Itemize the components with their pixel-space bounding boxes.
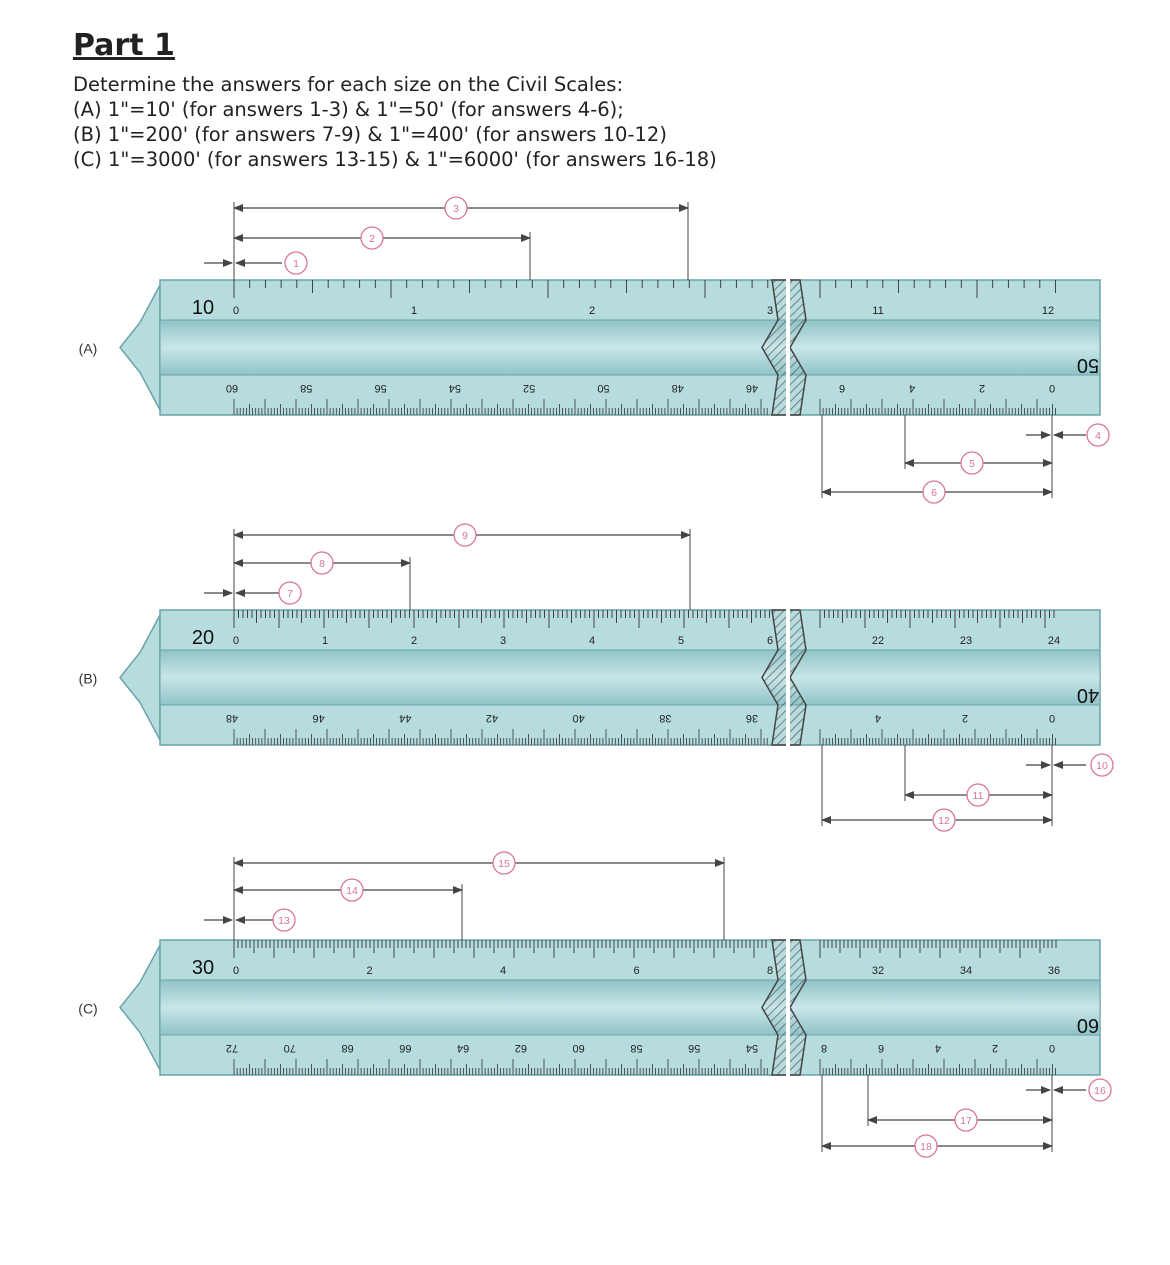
answer-number: 1	[293, 258, 299, 270]
answer-number: 8	[319, 558, 325, 570]
top-number-right: 24	[1047, 635, 1061, 647]
bottom-number: 46	[745, 382, 759, 394]
top-number: 8	[766, 965, 774, 977]
top-number: 1	[321, 635, 329, 647]
bottom-number-right: 4	[934, 1042, 942, 1054]
top-number-right: 23	[959, 635, 973, 647]
bottom-number-right: 2	[978, 382, 986, 394]
instruction-line: Determine the answers for each size on the Civil Scales:	[73, 73, 624, 96]
answer-number: 4	[1095, 430, 1101, 442]
ruler-groove	[160, 320, 1100, 375]
answer-number: 14	[346, 885, 358, 897]
bottom-number: 52	[523, 382, 536, 394]
civil-scale-2	[79, 524, 1113, 831]
bottom-number: 42	[485, 712, 499, 724]
ruler-end	[120, 285, 160, 410]
bottom-number-right: 2	[991, 1042, 999, 1054]
bottom-number: 50	[597, 382, 610, 394]
ruler-end	[120, 945, 160, 1070]
top-number: 3	[766, 305, 774, 317]
answer-number: 10	[1096, 760, 1108, 772]
top-number-right: 11	[872, 305, 884, 317]
top-number: 4	[588, 635, 596, 647]
instructions-list	[73, 72, 717, 172]
top-number-right: 12	[1041, 305, 1055, 317]
answer-number: 9	[462, 530, 468, 542]
top-scale-value: 10	[191, 297, 215, 319]
bottom-number: 54	[448, 382, 461, 394]
bottom-number-right: 0	[1048, 712, 1056, 724]
answer-number: 3	[453, 203, 459, 215]
answer-number: 15	[498, 858, 510, 870]
bottom-number: 58	[300, 382, 313, 394]
top-number: 1	[410, 305, 418, 317]
civil-scale-3	[78, 852, 1111, 1157]
bottom-number: 68	[341, 1042, 354, 1054]
answer-number: 7	[287, 588, 293, 600]
bottom-number-right: 0	[1048, 1042, 1056, 1054]
bottom-number-right: 6	[877, 1042, 885, 1054]
bottom-number-right: 4	[874, 712, 882, 724]
bottom-number: 64	[456, 1042, 470, 1054]
top-number-right: 36	[1047, 965, 1061, 977]
bottom-number: 40	[572, 712, 585, 724]
ruler-end	[120, 615, 160, 740]
top-scale-value: 30	[191, 957, 215, 979]
bottom-number-right: 4	[908, 382, 916, 394]
top-number: 0	[232, 965, 240, 977]
top-number: 2	[410, 635, 418, 647]
top-number: 6	[766, 635, 774, 647]
bottom-number: 58	[630, 1042, 643, 1054]
instruction-line: (B) 1"=200' (for answers 7-9) & 1"=400' (for answers 10-12)	[73, 123, 667, 146]
bottom-number: 46	[312, 712, 325, 724]
top-number: 5	[677, 635, 685, 647]
bottom-number: 70	[283, 1042, 296, 1054]
bottom-number: 36	[745, 712, 759, 724]
bottom-scale-value: 60	[1076, 1014, 1100, 1036]
answer-number: 13	[278, 915, 290, 927]
bottom-number: 60	[572, 1042, 585, 1054]
bottom-scale-value: 40	[1076, 684, 1100, 706]
ruler-break-gap	[786, 939, 790, 1076]
bottom-number: 62	[514, 1042, 528, 1054]
bottom-number: 72	[225, 1042, 239, 1054]
bottom-number-right: 0	[1048, 382, 1056, 394]
bottom-scale-value: 50	[1076, 354, 1100, 376]
bottom-number-right: 2	[961, 712, 969, 724]
bottom-number: 66	[399, 1042, 412, 1054]
answer-number: 6	[931, 487, 937, 499]
civil-scale-1	[79, 197, 1109, 503]
ruler-break-gap	[786, 609, 790, 746]
top-number-right: 32	[871, 965, 885, 977]
top-number: 0	[232, 635, 240, 647]
bottom-number-right: 8	[820, 1042, 828, 1054]
answer-number: 12	[938, 815, 950, 827]
bottom-number: 56	[374, 382, 387, 394]
bottom-number: 56	[688, 1042, 701, 1054]
instruction-line: (A) 1"=10' (for answers 1-3) & 1"=50' (for answers 4-6);	[73, 98, 624, 121]
ruler-groove	[160, 650, 1100, 705]
top-number-right: 22	[871, 635, 885, 647]
civil-scales-figure	[0, 190, 1170, 1265]
answer-number: 5	[969, 458, 975, 470]
answer-number: 17	[960, 1115, 972, 1127]
answer-number: 18	[920, 1141, 932, 1153]
ruler-break-gap	[786, 279, 790, 416]
scale-label: (C)	[78, 1000, 98, 1017]
bottom-number: 48	[225, 712, 239, 724]
top-number-right: 34	[959, 965, 973, 977]
bottom-number: 48	[671, 382, 684, 394]
page-title: Part 1	[73, 28, 175, 63]
top-scale-value: 20	[191, 627, 215, 649]
bottom-number-right: 6	[838, 382, 846, 394]
instruction-line: (C) 1"=3000' (for answers 13-15) & 1"=6000' (for answers 16-18)	[73, 148, 717, 171]
bottom-number: 60	[225, 382, 239, 394]
bottom-number: 38	[659, 712, 672, 724]
top-number: 3	[499, 635, 507, 647]
top-number: 4	[499, 965, 507, 977]
top-number: 0	[232, 305, 240, 317]
top-number: 2	[366, 965, 373, 977]
top-number: 2	[588, 305, 596, 317]
bottom-number: 44	[399, 712, 412, 724]
answer-number: 11	[972, 790, 984, 802]
top-number: 6	[633, 965, 640, 977]
answer-number: 16	[1094, 1085, 1106, 1097]
bottom-number: 54	[745, 1042, 759, 1054]
ruler-groove	[160, 980, 1100, 1035]
scale-label: (B)	[78, 670, 98, 687]
scale-label: (A)	[78, 340, 98, 357]
answer-number: 2	[369, 233, 375, 245]
